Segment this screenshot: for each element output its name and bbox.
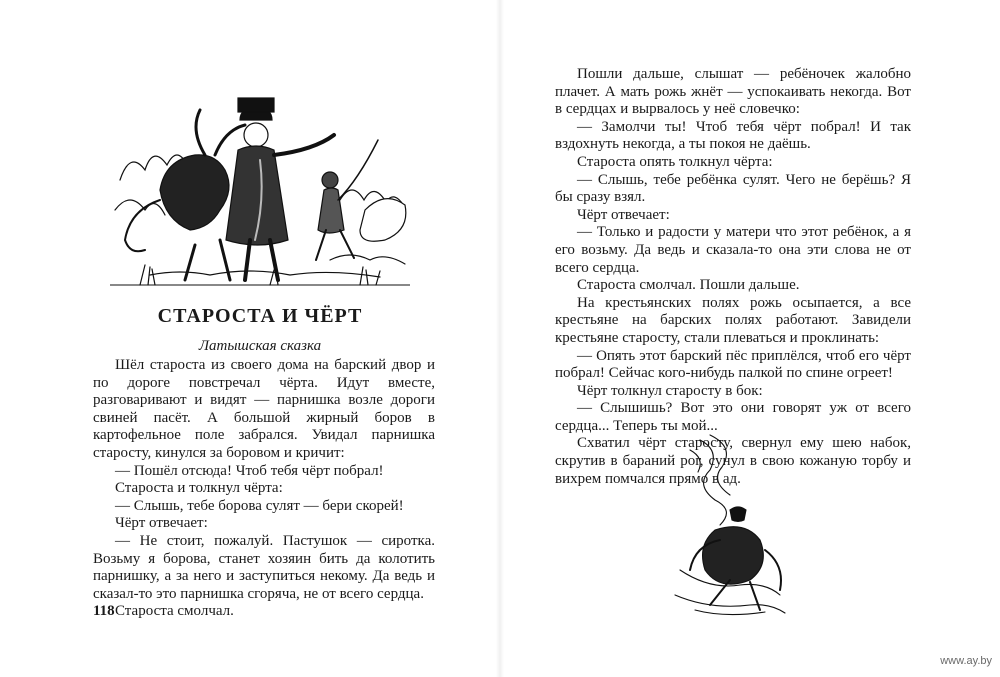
paragraph: — Пошёл отсюда! Чтоб тебя чёрт побрал! <box>115 462 384 479</box>
paragraph: — Замолчи ты! Чтоб тебя чёрт побрал! И так вздохнуть некогда, а ты покоя не даёшь. <box>555 118 911 153</box>
watermark: www.ay.by <box>940 655 992 667</box>
paragraph: Староста опять толкнул чёрта: <box>577 153 773 170</box>
paragraph: Староста и толкнул чёрта: <box>115 480 283 497</box>
paragraph: Чёрт толкнул старосту в бок: <box>577 382 763 399</box>
paragraph: Шёл староста из своего дома на барский двор и по дороге повстречал чёрта. Идут вместе, разговаривают и видят — парнишка возле дороги свиней пасёт. А большой жирный боров в картофельное поле забрался. Увидал парнишка старосту, кинулся за боровом и кричит: <box>93 357 435 461</box>
paragraph: Чёрт отвечает: <box>115 515 208 532</box>
right-page <box>500 0 1000 677</box>
paragraph: Староста смолчал. <box>115 603 234 620</box>
illustration-devil-whirlwind <box>670 430 790 620</box>
paragraph: — Опять этот барский пёс приплёлся, чтоб его чёрт побрал! Сейчас кого-нибудь палкой по спине огреет! <box>555 347 911 382</box>
paragraph: Староста смолчал. Пошли дальше. <box>577 277 800 294</box>
paragraph: Чёрт отвечает: <box>577 206 670 223</box>
left-page-text <box>93 357 435 621</box>
right-page-text <box>555 66 911 488</box>
paragraph: — Слышишь? Вот это они говорят уж от всего сердца... Теперь ты мой... <box>555 400 911 434</box>
paragraph: На крестьянских полях рожь осыпается, а все крестьяне на барских полях работают. Завидели крестьяне старосту, стали плеваться и проклинать: <box>555 294 911 346</box>
paragraph: — Слышь, тебе ребёнка сулят. Чего не берёшь? Я бы сразу взял. <box>555 171 911 206</box>
paragraph: — Только и радости у матери что этот ребёнок, а я его возьму. Да ведь и сказала-то она эти слова не от всего сердца. <box>555 224 911 276</box>
illustration-devil-and-starosta <box>110 60 410 290</box>
story-title: СТАРОСТА И ЧЁРТ <box>157 305 363 327</box>
paragraph: — Не стоит, пожалуй. Пастушок — сиротка. Возьму я борова, станет хозяин бить да колотить парнишку, а за него и заступиться некому. Да ведь и сказал-то это парнишка сгоряча, не от всего сердца. <box>93 532 435 602</box>
paragraph: — Слышь, тебе борова сулят — бери скорей! <box>115 497 404 514</box>
paragraph: Пошли дальше, слышат — ребёночек жалобно плачет. А мать рожь жнёт — успокаивать некогда. Вот в сердцах и вырвалось у неё словечко: <box>555 66 911 118</box>
page-number: 118 <box>93 603 115 619</box>
paragraph: Схватил чёрт старосту, свернул ему шею набок, скрутив в бараний рог, сунул в свою кожаную торбу и вихрем помчался прямо в ад. <box>555 435 911 487</box>
story-subtitle: Латышская сказка <box>198 338 322 354</box>
